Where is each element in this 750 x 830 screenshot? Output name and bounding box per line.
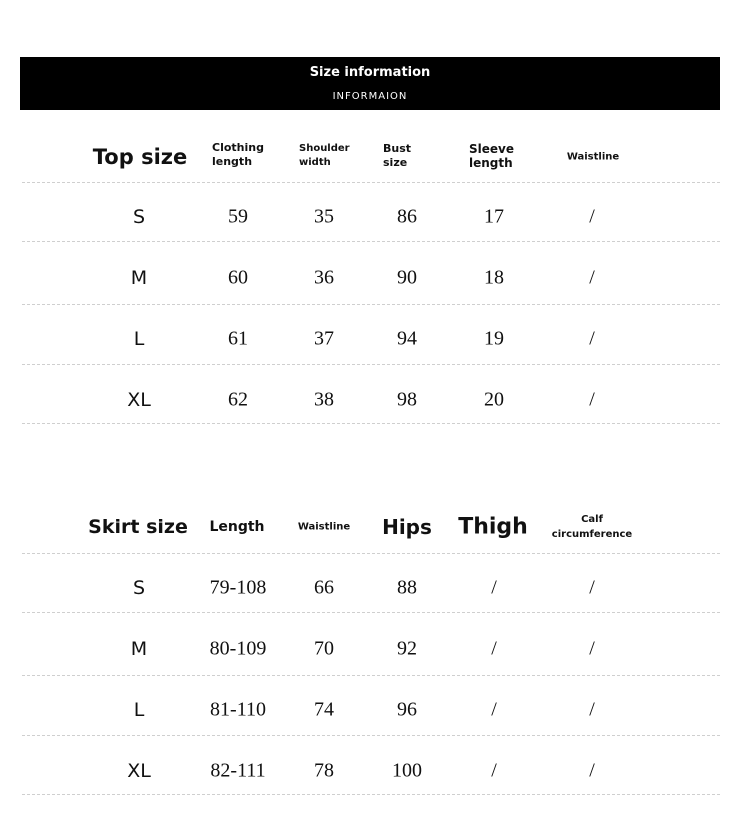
- top-size-title: Top size: [92, 145, 188, 169]
- shoulder-width-value: 36: [314, 266, 334, 289]
- calf-value: /: [589, 698, 595, 721]
- size-info-banner: [20, 57, 720, 110]
- divider: [22, 675, 720, 676]
- col-waistline: Waistline: [297, 521, 351, 533]
- calf-value: /: [589, 759, 595, 782]
- col-hips: Hips: [382, 515, 432, 539]
- clothing-length-value: 59: [228, 205, 248, 228]
- calf-value: /: [589, 637, 595, 660]
- clothing-length-value: 61: [228, 327, 248, 350]
- table-row: [0, 187, 750, 247]
- sleeve-length-value: 20: [484, 388, 504, 411]
- table-row: [0, 741, 750, 801]
- size-label: M: [130, 638, 148, 660]
- clothing-length-value: 62: [228, 388, 248, 411]
- sleeve-length-value: 18: [484, 266, 504, 289]
- size-label: L: [133, 699, 145, 721]
- divider: [22, 794, 720, 795]
- waistline-value: 70: [314, 637, 334, 660]
- shoulder-width-value: 38: [314, 388, 334, 411]
- divider: [22, 423, 720, 424]
- hips-value: 96: [397, 698, 417, 721]
- table-row: [0, 309, 750, 369]
- size-label: M: [130, 267, 148, 289]
- table-row: [0, 558, 750, 618]
- length-value: 81-110: [210, 698, 266, 721]
- size-label: L: [133, 328, 145, 350]
- waistline-value: /: [589, 266, 595, 289]
- size-label: S: [132, 206, 146, 228]
- table-row: [0, 248, 750, 308]
- bust-size-value: 98: [397, 388, 417, 411]
- calf-value: /: [589, 576, 595, 599]
- divider: [22, 735, 720, 736]
- col-bust-size: Bust size: [383, 142, 412, 169]
- col-thigh: Thigh: [458, 514, 528, 540]
- shoulder-width-value: 37: [314, 327, 334, 350]
- shoulder-width-value: 35: [314, 205, 334, 228]
- clothing-length-value: 60: [228, 266, 248, 289]
- length-value: 80-109: [209, 637, 267, 660]
- waistline-value: 66: [314, 576, 334, 599]
- col-sleeve-length: Sleeve length: [469, 142, 514, 170]
- divider: [22, 553, 720, 554]
- hips-value: 88: [397, 576, 417, 599]
- thigh-value: /: [491, 576, 497, 599]
- hips-value: 100: [392, 759, 422, 782]
- bust-size-value: 90: [397, 266, 417, 289]
- divider: [22, 364, 720, 365]
- skirt-size-header: [0, 507, 750, 547]
- skirt-size-title: Skirt size: [88, 516, 188, 538]
- sleeve-length-value: 19: [484, 327, 504, 350]
- divider: [22, 241, 720, 242]
- banner-title: Size information: [309, 65, 431, 80]
- length-value: 79-108: [209, 576, 267, 599]
- col-waistline: Waistline: [566, 151, 620, 163]
- waistline-value: /: [589, 205, 595, 228]
- col-length: Length: [209, 519, 265, 535]
- waistline-value: 74: [314, 698, 334, 721]
- divider: [22, 612, 720, 613]
- table-row: [0, 370, 750, 430]
- bust-size-value: 94: [397, 327, 417, 350]
- bust-size-value: 86: [397, 205, 417, 228]
- size-label: S: [132, 577, 146, 599]
- waistline-value: 78: [314, 759, 334, 782]
- col-shoulder-width: Shoulder width: [299, 143, 350, 168]
- length-value: 82-111: [210, 759, 266, 782]
- divider: [22, 182, 720, 183]
- col-calf-circumference: Calf circumference: [551, 514, 633, 540]
- size-label: XL: [127, 760, 151, 782]
- size-label: XL: [127, 389, 151, 411]
- waistline-value: /: [589, 388, 595, 411]
- table-row: [0, 619, 750, 679]
- thigh-value: /: [491, 698, 497, 721]
- banner-subtitle: INFORMAION: [332, 91, 408, 102]
- thigh-value: /: [491, 759, 497, 782]
- table-row: [0, 680, 750, 740]
- top-size-header: [0, 137, 750, 177]
- divider: [22, 304, 720, 305]
- hips-value: 92: [397, 637, 417, 660]
- thigh-value: /: [491, 637, 497, 660]
- sleeve-length-value: 17: [484, 205, 504, 228]
- waistline-value: /: [589, 327, 595, 350]
- col-clothing-length: Clothing length: [212, 141, 264, 168]
